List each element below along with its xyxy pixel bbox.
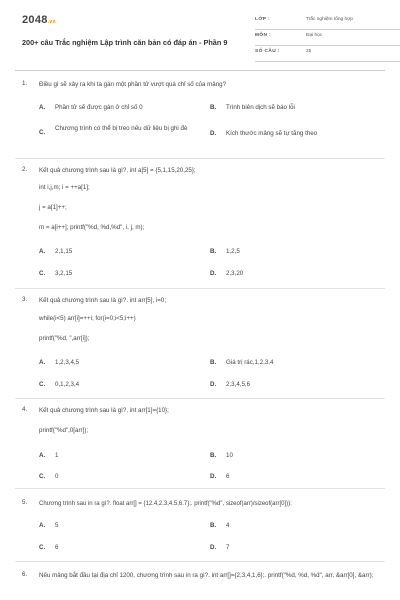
question-number: 5.: [22, 499, 28, 506]
question-number: 3.: [22, 296, 28, 303]
option-text: Giá trị rác,1,2,3,4: [226, 359, 274, 366]
question-separator: [15, 398, 385, 399]
option-label: D.: [210, 473, 217, 480]
option-text: 5: [55, 522, 59, 529]
option-label: D.: [210, 270, 217, 277]
code-line: j = a[1]++;: [39, 204, 67, 211]
code-line: m = a[i++]; printf("%d, %d,%d", i, j, m);: [39, 224, 145, 231]
option-label: B.: [210, 452, 217, 459]
question-separator: [15, 488, 385, 489]
option-label: D.: [210, 544, 217, 551]
question-text: Điều gì sẽ xảy ra khi ta gán một phần tử vượt quá chỉ số của mảng?: [39, 81, 227, 88]
question-number: 6.: [22, 571, 28, 578]
meta-row-count: [255, 46, 400, 62]
option-label: B.: [210, 104, 217, 111]
option-text: 0,1,2,3,4: [55, 381, 80, 388]
option-label: A.: [39, 104, 46, 111]
option-label: A.: [39, 522, 46, 529]
option-text: Trình biên dịch sẽ báo lỗi: [226, 104, 295, 111]
meta-value: Đại học: [306, 33, 323, 38]
question-text: Kết quả chương trình sau là gì?. int arr[5], i=0;: [39, 297, 167, 304]
option-text: 2,1,15: [55, 248, 73, 255]
document-title: 200+ câu Trắc nghiệm Lập trình căn bản có đáp án - Phần 9: [22, 38, 228, 47]
code-line: printf("%d",0[arr]);: [39, 427, 89, 434]
logo-suffix: .vn: [47, 19, 56, 25]
option-text: 4: [226, 522, 230, 529]
option-label: B.: [210, 522, 217, 529]
meta-key: LỚP :: [255, 17, 271, 22]
question-text: Chương trình sau in ra gì?. float arr[] = {12.4,2.3,4.5,6.7};. printf("%d", sizeof(arr)/sizeof(arr[0]));: [39, 501, 292, 507]
code-line: printf("%d, ",arr[i]);: [39, 335, 90, 342]
option-text: 1,2,3,4,5: [55, 359, 80, 366]
option-label: A.: [39, 452, 46, 459]
document-header: [22, 14, 382, 68]
option-text: 1: [55, 452, 59, 459]
header-divider: [15, 70, 385, 71]
option-label: D.: [210, 381, 217, 388]
question-separator: [15, 288, 385, 289]
meta-key: MÔN :: [255, 33, 272, 38]
question-separator: [15, 158, 385, 159]
option-label: C.: [39, 544, 46, 551]
option-label: C.: [39, 381, 46, 388]
question-text: Kết quả chương trình sau là gì?. int arr[1]={10};: [39, 407, 169, 414]
option-text: Chương trình có thể bị treo nếu dữ liệu bị ghi đè: [55, 125, 188, 132]
question-number: 4.: [22, 406, 28, 413]
question-number: 2.: [22, 166, 28, 173]
option-text: Kích thước mảng sẽ tự tăng theo: [226, 130, 318, 137]
meta-row-class: [255, 14, 400, 30]
meta-value: 25: [306, 49, 312, 54]
option-text: 1,2,5: [226, 248, 240, 255]
option-text: 7: [226, 544, 230, 551]
logo-main: 2048: [22, 14, 48, 26]
code-line: while(i<5) arr[i]=++i; for(i=0;i<5;i++): [39, 315, 136, 322]
option-label: C.: [39, 473, 46, 480]
meta-value: Trắc nghiệm tổng hợp: [306, 17, 353, 22]
option-text: 2,3,20: [226, 270, 244, 277]
option-text: Phần tử sẽ được gán ở chỉ số 0: [55, 104, 143, 111]
meta-row-subject: [255, 30, 400, 46]
option-label: A.: [39, 359, 46, 366]
option-text: 6: [55, 544, 59, 551]
option-text: 0: [55, 473, 59, 480]
option-text: 10: [226, 452, 233, 459]
meta-info: [255, 14, 400, 62]
question-separator: [15, 561, 385, 562]
option-label: D.: [210, 130, 217, 137]
option-label: A.: [39, 248, 46, 255]
question-text: Kết quả chương trình sau là gì?. int a[5] = {5,1,15,20,25};: [39, 167, 196, 174]
option-label: B.: [210, 248, 217, 255]
option-text: 6: [226, 473, 230, 480]
meta-key: SỐ CÂU :: [255, 49, 280, 54]
code-line: int i,j,m; i = ++a[1];: [39, 184, 90, 191]
site-logo[interactable]: [22, 14, 56, 26]
question-number: 1.: [22, 80, 28, 87]
option-label: C.: [39, 270, 46, 277]
option-text: 2,3,4,5,6: [226, 381, 251, 388]
option-text: 3,2,15: [55, 270, 73, 277]
option-label: C.: [39, 129, 46, 136]
question-text: Nếu mảng bắt đầu tại địa chỉ 1200, chương trình sau in ra gì?. int arr[]={2,3,4,1,6};. printf("%d, %d, %d", arr, &arr[0], &arr);: [39, 572, 374, 579]
option-label: B.: [210, 359, 217, 366]
